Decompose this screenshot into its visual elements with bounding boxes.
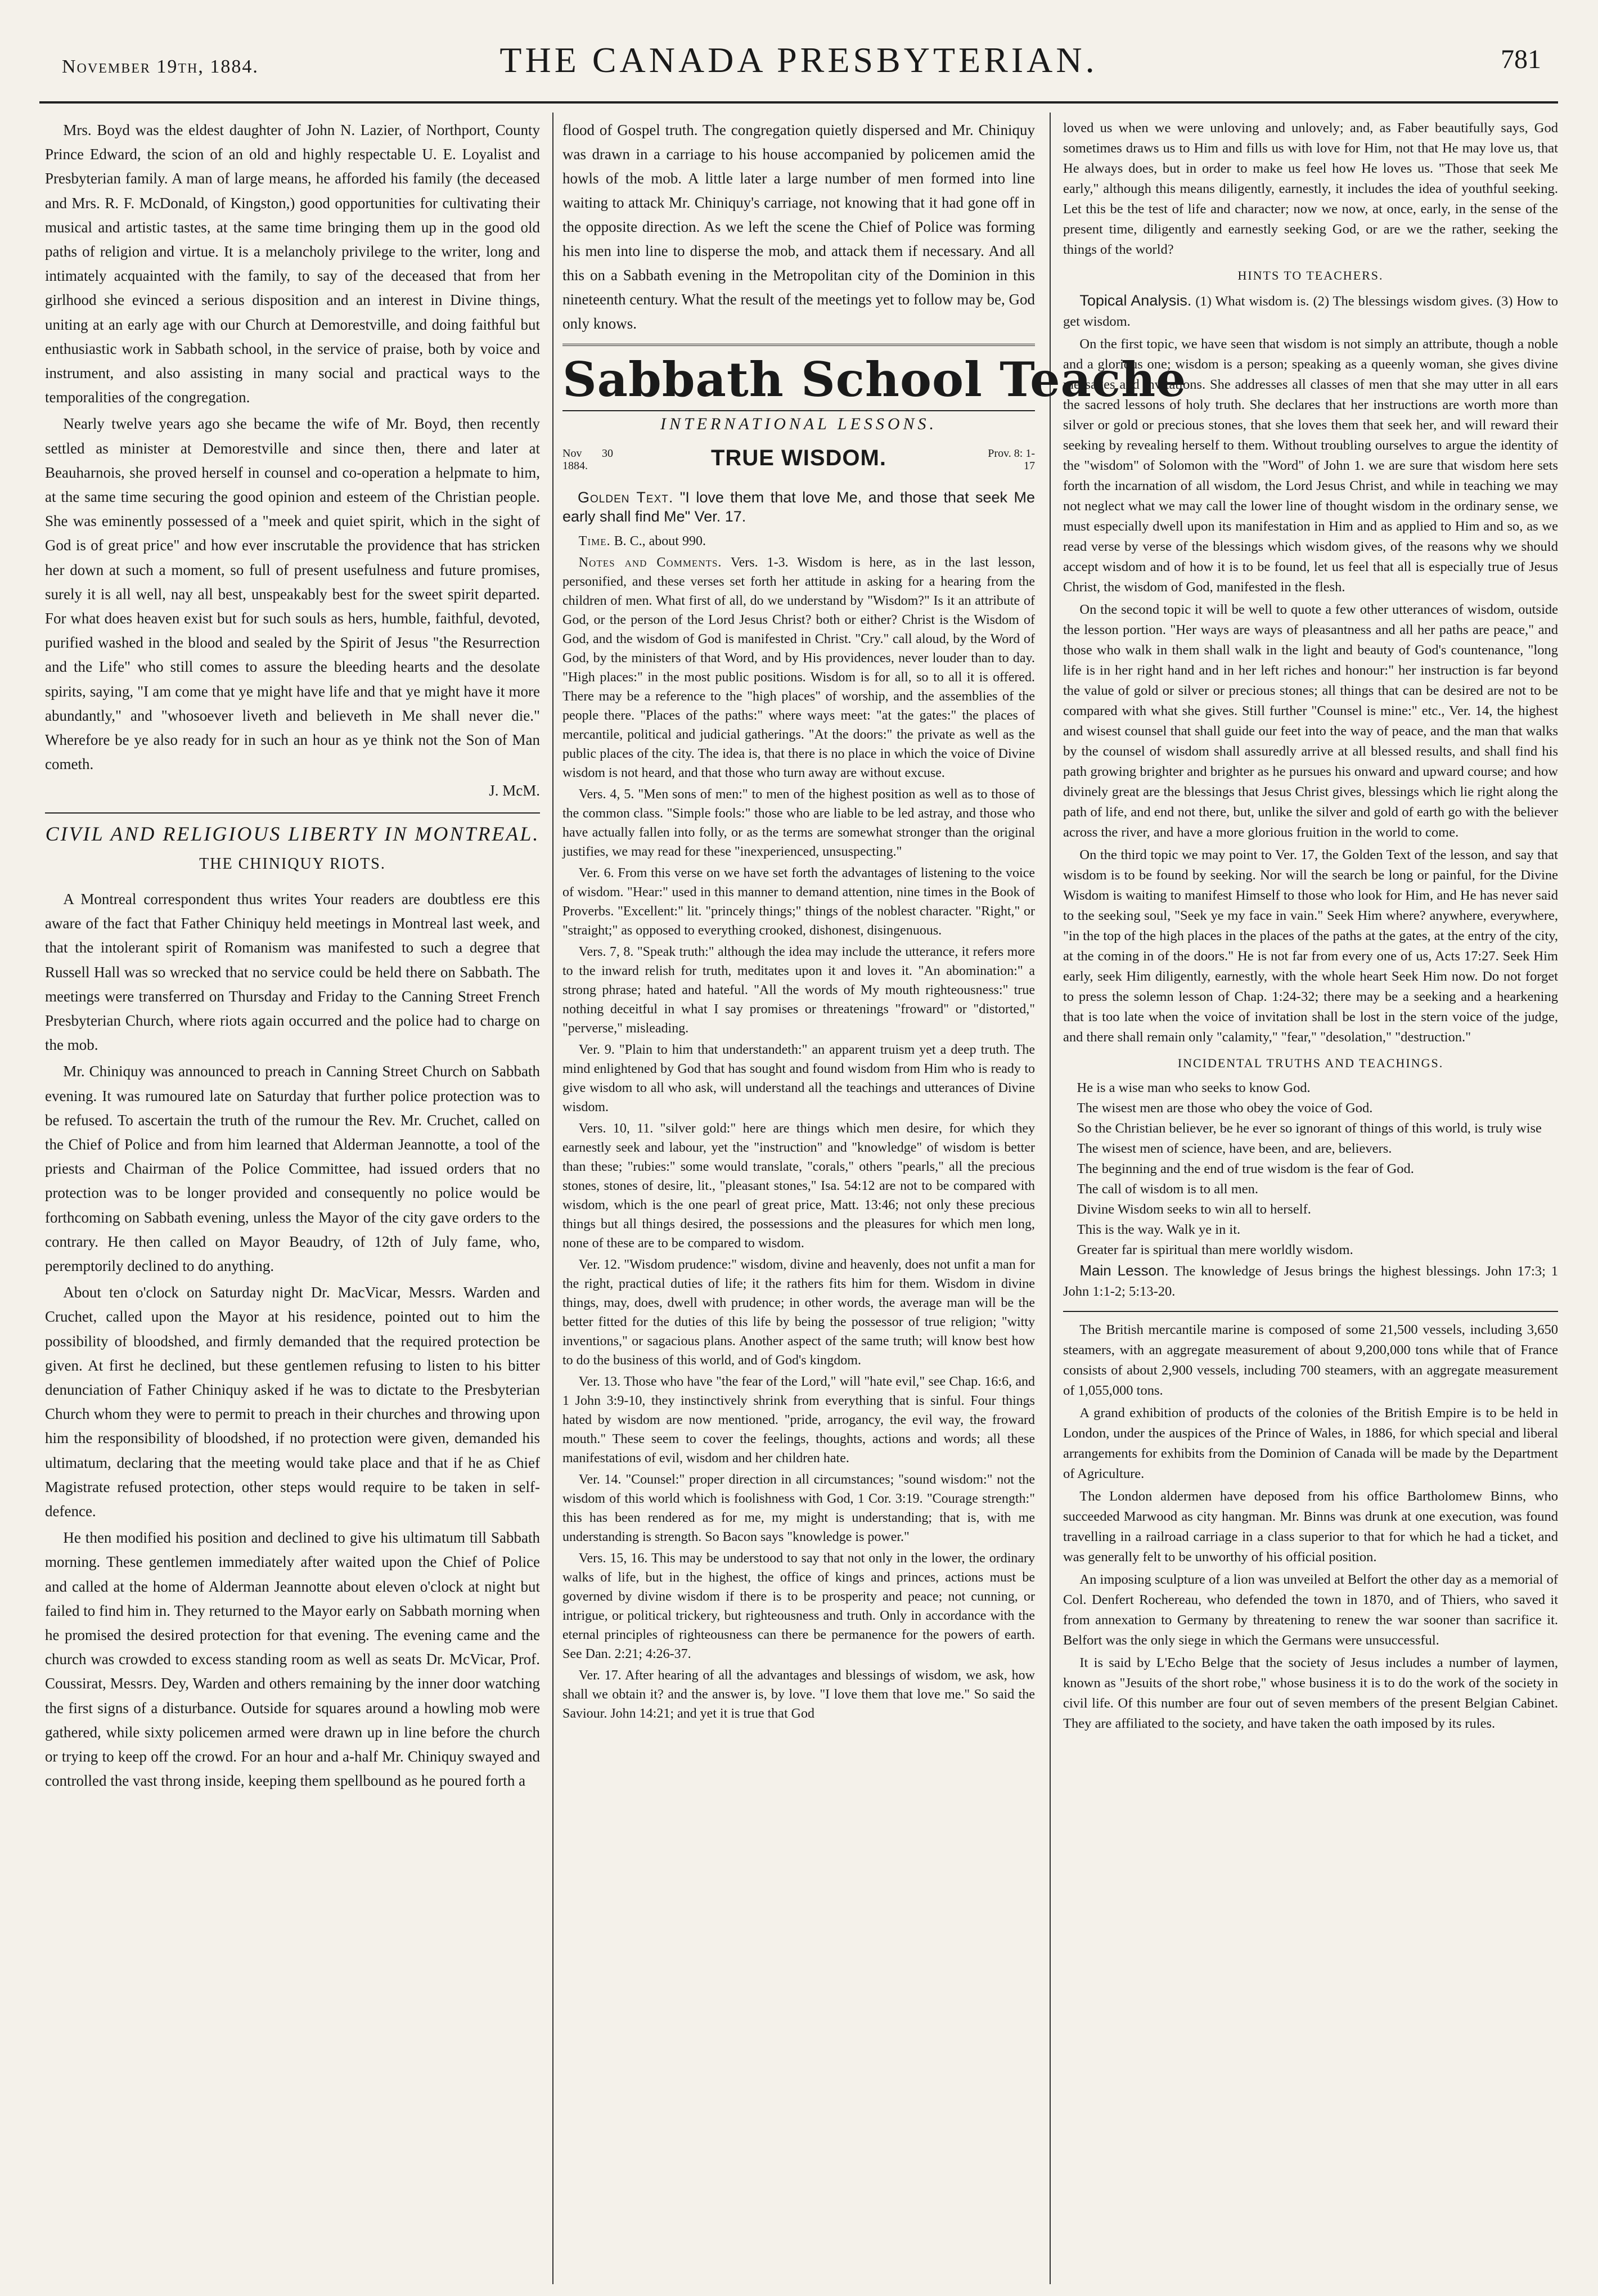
- topical-analysis: [1063, 290, 1558, 332]
- incidental-heading: INCIDENTAL TRUTHS AND TEACHINGS.: [1177, 1056, 1444, 1070]
- list-item: This is the way. Walk ye in it.: [1077, 1222, 1241, 1237]
- section-divider: [562, 344, 1035, 346]
- list-item: The wisest men of science, have been, and are, believers.: [1077, 1141, 1392, 1156]
- notes-paragraph: Ver. 6. From this verse on we have set forth the advantages of listening to the voice of wisdom. "Hear:" used in this manner to demand attention, nine times in the Book of Proverbs. "Excellent:" lit. "princely things;" things of the noblest character. "Right," or "straight;" as opposed to everything crooked, dishonest, disingenuous.: [562, 866, 1035, 938]
- list-item: He is a wise man who seeks to know God.: [1077, 1080, 1311, 1095]
- golden-text-body: "I love them that love Me, and those that seek Me early shall find Me" Ver. 17.: [562, 489, 1035, 525]
- hints-paragraph: On the second topic it will be well to quote a few other utterances of wisdom, outside the lesson portion. "Her ways are ways of pleasantness and all her paths are peace," and those who walk in them shall walk in the light and beauty of God's countenance, "long life is in her right hand and in her left riches and honour:" her instruction is far beyond the value of gold or silver or precious stones; all things that can be desired are not to be compared with what she gives. Still further "Counsel is mine:" etc., Ver. 14, the highest and wisest counsel that shall guide our feet into the way of peace, and the man that walks by the counsel of wisdom shall assuredly arrive at all blessed results, and shall find his path growing brighter and brighter as he pursues his onward and upward course; and how divinely great are the blessings that Jesus Christ gives, blessings which lie right along the path of life, and end not there, but, unlike the silver and gold of earth go with the believer across the river, and have a more glorious fruition in the world to come.: [1063, 602, 1558, 840]
- article-paragraph: Mr. Chiniquy was announced to preach in Canning Street Church on Sabbath evening. It was rumoured late on Saturday that further police protection was to be refused. To ascertain the truth of the rumour the Rev. Mr. Cruchet, called on the Chief of Police and from him learned that Alderman Jeannotte, a tool of the priests and Chairman of the Police Committee, had issued orders that no protection was to be longer provided and consequently no police would be forthcoming on Sabbath evening, unless the Mayor of the city gave orders to the contrary. He then called on Mayor Beaudry, of 12th of July fame, who, peremptorily declined to do anything.: [45, 1063, 540, 1274]
- hints-heading: HINTS TO TEACHERS.: [1237, 268, 1384, 282]
- article-paragraph: A Montreal correspondent thus writes Your readers are doubtless ere this aware of the fact that Father Chiniquy held meetings in Montreal last week, and that the intolerant spirit of Romanism was manifested to such a degree that Russell Hall was so wrecked that no service could be held there on Sabbath. The meetings were transferred on Thursday and Friday to the Canning Street French Presbyterian Church, where riots again occurred and the police had to charge on the mob.: [45, 890, 540, 1054]
- notes-paragraph: Ver. 17. After hearing of all the advantages and blessings of wisdom, we ask, how shall we obtain it? and the answer is, by love. "I love them that love me." So said the Saviour. John 14:21; and yet it is true that God: [562, 1668, 1035, 1721]
- list-item: The call of wisdom is to all men.: [1077, 1181, 1259, 1197]
- newspaper-title: THE CANADA PRESBYTERIAN.: [499, 40, 1098, 80]
- notes-paragraph: Ver. 9. "Plain to him that understandeth:" an apparent truism yet a deep truth. The mind enlightened by God that has sought and found wisdom from Him who is ready to give wisdom to all who ask, will understand all the teachings and utterances of Divine wisdom.: [562, 1043, 1035, 1115]
- notes-paragraph: [562, 553, 1035, 783]
- list-item: Greater far is spiritual than mere worldly wisdom.: [1077, 1242, 1353, 1257]
- news-item: The British mercantile marine is composed of some 21,500 vessels, including 3,650 steamers, with an aggregate measurement of about 9,200,000 tons while that of France consists of about 2,900 vessels, including 700 steamers, with an aggregate measurement of 1,055,000 tons.: [1063, 1322, 1558, 1398]
- notes-paragraph: Vers. 7, 8. "Speak truth:" although the idea may include the utterance, it refers more to the inward relish for truth, meditates upon it and loves it. "An abomination:" a strong phrase; hated and hateful. "All the words of My mouth righteousness:" true nothing deceitful in what I say promises or threatenings "froward" or "distorted," "perverse," misleading.: [562, 945, 1035, 1036]
- time-line: [562, 532, 1035, 551]
- notes-paragraph: Vers. 10, 11. "silver gold:" here are things which men desire, for which they earnestly seek and labour, yet the "instruction" and "knowledge" of wisdom is better than these; "rubies:" some would translate, "corals," others "pearls," all the precious stones, stones of desire, lit., "pleasant stones," Isa. 54:12 are not to be compared with wisdom, which is the one pearl of great price, Matt. 13:46; not only these precious things but all things desired, the possessions and the pleasures for which men long, none of these are to be compared to wisdom.: [562, 1121, 1035, 1251]
- obituary-paragraph: Mrs. Boyd was the eldest daughter of John N. Lazier, of Northport, County Prince Edward, the scion of an old and highly respectable U. E. Loyalist and Presbyterian family. A man of large means, he afforded his family (the deceased and Mrs. R. F. McDonald, of Kingston,) good opportunities for cultivating their musical and artistic tastes, at the same time bringing them up in the good old paths of religion and virtue. It is a melancholy privilege to the writer, long and intimately acquainted with the family, to say of the deceased that from her girlhood she evinced a serious disposition and an interest in Divine things, uniting at an early age with our Church at Demorestville, and doing faithful but enthusiastic work in Sabbath school, in the service of praise, both by voice and instrument, and also assisting in many social and practical ways to the temporalities of the congregation.: [45, 122, 540, 406]
- obituary-paragraph: Nearly twelve years ago she became the wife of Mr. Boyd, then recently settled as minister at Demorestville and since then, there and later at Beauharnois, she proved herself in counsel and co-operation a helpmate to him, at the same time securing the good opinion and esteem of the Christian people. She was eminently possessed of a "meek and quiet spirit, which in the sight of God is of great price" and how ever inscrutable the providence that has stricken her down at such a moment, so full of present usefulness and future promises, surely it is all well, nay all best, unspeakably best for the sweet spirit departed. For what does heaven exist but for such souls as hers, humble, faithful, devoted, purified washed in the blood and sealed by the Spirit of Jesus "the Resurrection and the Life" who still comes to assure the bleeding hearts and the desolate spirits, saying, "I am come that ye might have life and that ye might have it more abundantly," and "whosoever liveth and believeth in Me shall never die." Wherefore be ye also ready for in such an hour as ye think not the Son of Man cometh.: [45, 415, 540, 773]
- section-subtitle-lessons: INTERNATIONAL LESSONS.: [660, 415, 938, 433]
- notes-text: Vers. 1-3. Wisdom is here, as in the last lesson, personified, and these verses set forth her attitude in asking for a hearing from the children of men. What first of all, do we understand by "Wisdom?" Is it an attribute of God, or the person of the Lord Jesus Christ? both or either? Christ is the Wisdom of God, and the wisdom of God is manifested in Christ. "Cry." call aloud, by the Word of God, by the ministers of that Word, and by His providences, never louder than to day. "High places:" in the most public positions. Wisdom is for all, so to all it is offered. There may be a reference to the "high places" of worship, and the assemblies of the people there. "Places of the paths:" where ways meet: "at the gates:" the places of mercantile, political and judicial gatherings. "At the doors:" the private as well as the public places of the city. The idea is, that there is no place in which the voice of Divine wisdom is not heard, and that those who turn away are without excuse.: [562, 555, 1035, 780]
- section-title-liberty: CIVIL AND RELIGIOUS LIBERTY IN MONTREAL.: [45, 822, 540, 845]
- time-text: B. C., about 990.: [614, 534, 706, 549]
- article-continuation: flood of Gospel truth. The congregation quietly dispersed and Mr. Chiniquy was drawn in a carriage to his house accompanied by policemen amid the howls of the mob. A little later a large number of men formed into line waiting to attack Mr. Chiniquy's carriage, not knowing that it had gone off in the opposite direction. As we left the scene the Chief of Police was forming his men into line to disperse the mob, and attack them if necessary. And all this on a Sabbath evening in the Metropolitan city of the Dominion in this nineteenth century. What the result of the meetings yet to follow may be, God only knows.: [562, 122, 1035, 332]
- hints-paragraph: On the third topic we may point to Ver. 17, the Golden Text of the lesson, and say that wisdom is to be found by seeking. Nor will the search be long or painful, for the Divine Wisdom is waiting to manifest Himself to those who look for Him, and He has never said to the seeking soul, "Seek ye my face in vain." Seek Him where? anywhere, everywhere, "in the top of the high places in the places of the paths at the gates, at the entry of the city, at the coming in of the doors." He is not far from every one of us, Acts 17:27. Seek Him early, seek Him diligently, earnestly, with the whole heart Seek Him now. Do not forget to press the solemn lesson of Chap. 1:24-32; there may be a seeking and a hearkening that is too late when the voice of invitation shall be lost in the stern voice of the judge, and there shall remain only "calamity," "fear," "desolation," "destruction.": [1063, 847, 1558, 1045]
- section-subtitle-riots: THE CHINIQUY RIOTS.: [199, 855, 386, 873]
- notes-paragraph: Vers. 4, 5. "Men sons of men:" to men of the highest position as well as to those of the common class. "Simple fools:" those who are liable to be led astray, and those who have actually fallen into folly, or as the terms are somewhat stronger than the original justifies, we may read for these "inexperienced, unsuspecting.": [562, 787, 1035, 859]
- list-item: Divine Wisdom seeks to win all to herself.: [1077, 1202, 1311, 1217]
- section-title-sabbath-school: Sabbath School Teache: [562, 352, 1187, 407]
- article-paragraph: He then modified his position and declined to give his ultimatum till Sabbath morning. These gentlemen immediately after waited upon the Chief of Police and called at the home of Alderman Jeannotte about eleven o'clock at night but failed to find him in. They returned to the Mayor early on Sabbath morning when he promised the desired protection for that evening. The evening came and the church was crowded to excess standing room as well as seats Dr. McVicar, Prof. Coussirat, Messrs. Dey, Warden and others remaining by the inner door watching the first signs of a disturbance. Outside for squares around a howling mob were gathered, while sixty policemen armed were drawn up in line before the church or trying to keep off the crowd. For an hour and a-half Mr. Chiniquy swayed and controlled the vast throng inside, keeping them spellbound as he poured forth a: [45, 1529, 540, 1790]
- lesson-reference: Prov. 8: 1-17: [988, 447, 1035, 472]
- list-item: The beginning and the end of true wisdom is the fear of God.: [1077, 1161, 1414, 1176]
- notes-continuation: loved us when we were unloving and unlovely; and, as Faber beautifully says, God sometimes draws us to Him and fills us with love for Him, not that He may love us, that He always does, but in order to make us feel how He loves us. "Those that seek Me early," although this means diligently, earnestly, it includes the idea of youthful seeking. Let this be the test of life and character; now we now, at once, early, in the sense of the present time, diligently and earnestly seeking God, or are we the rather, seeking the things of the world?: [1063, 120, 1558, 257]
- column-divider: [1050, 113, 1051, 2284]
- issue-date: November 19th, 1884.: [62, 56, 259, 77]
- column-divider: [552, 113, 553, 2284]
- news-item: An imposing sculpture of a lion was unveiled at Belfort the other day as a memorial of Col. Denfert Rochereau, who defended the town in 1870, and of Thiers, who saved it from annexation to Germany by threatening to renew the war sooner than sacrifice it. Belfort was the only siege in which the Germans were unsuccessful.: [1063, 1572, 1558, 1648]
- lesson-date: Nov 30 1884.: [562, 447, 613, 472]
- section-divider: [562, 410, 1035, 411]
- notes-label: Notes and Comments.: [578, 555, 722, 570]
- hints-paragraph: On the first topic, we have seen that wisdom is not simply an attribute, though a noble and a glorious one; wisdom is a person; speaking as a queenly woman, she gives divine messages and invitations. She addresses all classes of men that she may utter in all ears the sacred lessons of holy truth. She declares that her instructions are worth more than silver or gold or precious stones, that she loves them that seek her, and will reward their seeking by revealing herself to them. Without troubling ourselves to argue the identity of the "wisdom" of Solomon with the "Word" of John 1. we are sure that wisdom here sets forth the incarnation of all wisdom, the Lord Jesus Christ, and while in teaching we may not neglect what we may call the lower line of thought wisdom in the ordinary sense, we must especially dwell upon its manifestation in Him and as applied to Him and so, as we read verse by verse of the blessings which wisdom gives, of the reasons why we should accept wisdom and of how it is to be found, let us feel that all is especially true of Jesus Christ, the wisdom of God, manifested in the flesh.: [1063, 336, 1558, 595]
- topical-label: Topical Analysis.: [1079, 292, 1192, 309]
- main-lesson-label: Main Lesson.: [1079, 1262, 1169, 1279]
- topical-text: (1) What wisdom is. (2) The blessings wisdom gives. (3) How to get wisdom.: [1063, 294, 1558, 329]
- main-lesson-text: The knowledge of Jesus brings the highest blessings. John 17:3; 1 John 1:1-2; 5:13-20.: [1063, 1264, 1558, 1299]
- time-label: Time.: [578, 534, 611, 549]
- lesson-title: TRUE WISDOM.: [711, 446, 886, 470]
- section-divider: [45, 812, 540, 814]
- main-lesson: [1063, 1260, 1558, 1302]
- column-1: [45, 118, 540, 2279]
- news-item: A grand exhibition of products of the colonies of the British Empire is to be held in London, under the auspices of the Prince of Wales, in 1886, for which special and liberal arrangements for exhibits from the Dominion of Canada will be made by the Department of Agriculture.: [1063, 1405, 1558, 1481]
- notes-paragraph: Ver. 14. "Counsel:" proper direction in all circumstances; "sound wisdom:" not the wisdom of this world which is foolishness with God, 1 Cor. 3:19. "Courage strength:" this has been rendered as for me, my might is understanding; that is, with me understanding is strength. So Bacon says "knowledge is power.": [562, 1472, 1035, 1544]
- news-item: The London aldermen have deposed from his office Bartholomew Binns, who succeeded Marwood as city hangman. Mr. Binns was drunk at one execution, was found travelling in a railroad carriage in a class superior to that for which he had a ticket, and was generally felt to be unworthy of his official position.: [1063, 1489, 1558, 1565]
- golden-text-label: Golden Text.: [578, 489, 674, 506]
- section-divider: [1063, 1311, 1558, 1312]
- lesson-header: [562, 444, 1035, 483]
- notes-paragraph: Vers. 15, 16. This may be understood to say that not only in the lower, the ordinary walks of life, but in the highest, the office of kings and princes, actions must be governed by divine wisdom if there is to be prosperity and peace; not cunning, or intrigue, or political trickery, but righteousness and truth. Only in accordance with the eternal principles of righteousness can there be permanence for the powers of earth. See Dan. 2:21; 4:26-37.: [562, 1551, 1035, 1661]
- list-item: So the Christian believer, be he ever so ignorant of things of this world, is truly wise: [1077, 1121, 1542, 1136]
- list-item: The wisest men are those who obey the voice of God.: [1077, 1100, 1373, 1116]
- incidental-list: [1063, 1078, 1558, 1260]
- page-number: 781: [1501, 44, 1541, 74]
- article-paragraph: About ten o'clock on Saturday night Dr. MacVicar, Messrs. Warden and Cruchet, called upon the Mayor at his residence, pointed out to him the possibility of bloodshed, and firmly demanded that the required protection be given. At first he declined, but these gentlemen refusing to listen to his bitter denunciation of Father Chiniquy asked if he was to dictate to the Presbyterian Church whom they were to permit to preach in their churches and throwing upon him the responsibility of bloodshed, if no protection were given, demanded his ultimatum, declaring that the meeting would take place and that if he as Chief Magistrate refused protection, other steps would require to be taken in self-defence.: [45, 1284, 540, 1520]
- notes-paragraph: Ver. 12. "Wisdom prudence:" wisdom, divine and heavenly, does not unfit a man for the right, practical duties of life; it the rathers fits him for them. Wisdom in divine things, may, does, dwell with prudence; in other words, the average man will be the better fitted for the duties of this life by being the possessor of true religion; "witty inventions," or sagacious plans. Another aspect of the same truth; will know best how to do the business of this world, and of God's kingdom.: [562, 1257, 1035, 1368]
- obituary-signature: J. McM.: [489, 782, 540, 799]
- news-item: It is said by L'Echo Belge that the society of Jesus includes a number of laymen, known as "Jesuits of the short robe," whose business it is to do the work of the society in civil life. Of this number are four out of seven members of the present Belgian Cabinet. They are affiliated to the society, and have taken the oath imposed by its rules.: [1063, 1655, 1558, 1731]
- golden-text: [562, 488, 1035, 526]
- notes-paragraph: Ver. 13. Those who have "the fear of the Lord," will "hate evil," see Chap. 16:6, and 1 John 3:9-10, they instinctively shrink from everything that is sinful. Four things hated by wisdom are now mentioned. "pride, arrogancy, the evil way, the froward mouth." These seem to cover the feelings, thoughts, actions and words; all these manifestations of evil, wisdom and her children hate.: [562, 1374, 1035, 1466]
- column-3: [1063, 118, 1558, 2279]
- masthead: [39, 17, 1558, 104]
